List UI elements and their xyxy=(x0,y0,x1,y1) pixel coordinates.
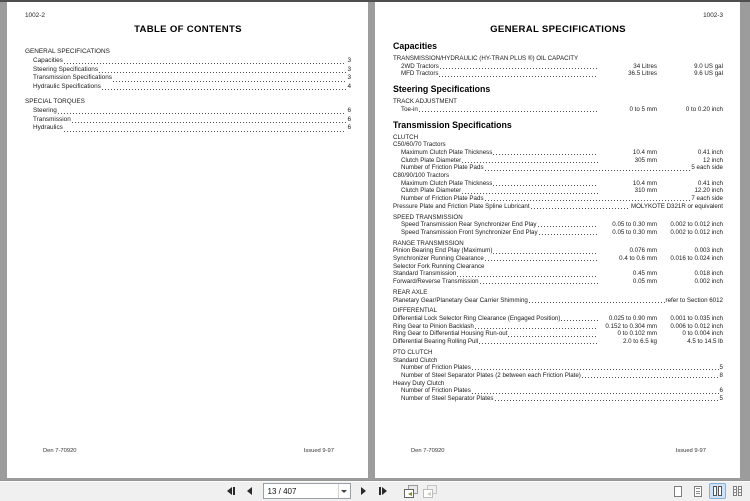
metric-value: 310 mm xyxy=(634,187,657,195)
page-footer xyxy=(411,448,706,454)
dot-leader xyxy=(485,260,598,261)
section-heading: Capacities xyxy=(393,41,438,51)
spec-value: 5 each side xyxy=(691,164,723,172)
dot-leader xyxy=(64,131,347,132)
line-label: Heavy Duty Clutch xyxy=(393,379,445,387)
spec-label: Steering Specifications xyxy=(33,65,99,73)
dot-leader xyxy=(479,343,598,344)
spec-value: 4 xyxy=(347,83,351,91)
spec-label: Capacities xyxy=(33,56,63,64)
line-label: PTO CLUTCH xyxy=(393,348,433,356)
metric-value: 10.4 mm xyxy=(632,179,657,187)
spec-value: 0.018 inch xyxy=(694,270,723,278)
text-line xyxy=(393,380,723,388)
spec-value: 0.002 to 0.012 inch xyxy=(670,228,723,236)
dot-leader xyxy=(495,400,719,401)
spec-line xyxy=(393,395,723,403)
previous-page-icon xyxy=(247,487,252,495)
line-label: Standard Clutch xyxy=(393,356,438,364)
spec-line xyxy=(393,149,723,157)
text-line xyxy=(393,289,723,297)
facing-pages-layout-button[interactable] xyxy=(709,483,726,499)
spec-value: 3 xyxy=(347,56,351,64)
single-page-icon xyxy=(674,486,682,497)
line-label: C50/60/70 Tractors xyxy=(393,141,446,149)
footer-form-number: Den 7-70920 xyxy=(411,448,445,454)
spec-line xyxy=(25,74,351,83)
metric-value: 0 to 0.102 mm xyxy=(617,330,657,338)
page-header-number: 1002-3 xyxy=(703,12,723,19)
line-label: GENERAL SPECIFICATIONS xyxy=(25,48,110,55)
spec-label: Number of Steel Separator Plates xyxy=(401,395,494,403)
text-line xyxy=(393,307,723,315)
first-page-icon xyxy=(227,487,232,495)
spec-line xyxy=(25,57,351,66)
spec-line xyxy=(393,364,723,372)
metric-value: 0.05 to 0.30 mm xyxy=(612,221,657,229)
metric-value: 0.45 mm xyxy=(632,270,657,278)
spec-line xyxy=(25,124,351,133)
toc-content xyxy=(25,48,351,133)
dot-leader xyxy=(493,185,598,186)
metric-value: 0 to 5 mm xyxy=(629,105,657,113)
dot-leader xyxy=(472,393,719,394)
last-page-icon xyxy=(382,487,387,495)
spec-line xyxy=(393,338,723,346)
spec-value: 6 xyxy=(347,124,351,132)
spec-line xyxy=(25,116,351,125)
spec-label: Hydraulic Specifications xyxy=(33,83,101,91)
spec-value: 5 xyxy=(719,395,723,403)
spec-line xyxy=(393,180,723,188)
dot-leader xyxy=(539,234,598,235)
spec-label: Maximum Clutch Plate Thickness xyxy=(401,179,493,187)
first-page-button[interactable] xyxy=(223,484,239,499)
dot-leader xyxy=(113,81,346,82)
dot-leader xyxy=(58,113,347,114)
page-header-number: 1002-2 xyxy=(25,12,45,19)
next-page-button[interactable] xyxy=(356,484,372,499)
spec-label: MFD Tractors xyxy=(401,70,439,78)
single-page-layout-button[interactable] xyxy=(669,483,686,499)
next-view-icon xyxy=(423,485,437,498)
spec-line xyxy=(393,330,723,338)
section-heading: Steering Specifications xyxy=(393,84,491,95)
spec-label: Transmission xyxy=(33,115,71,123)
last-page-button[interactable] xyxy=(375,484,391,499)
facing-continuous-layout-button[interactable] xyxy=(729,483,746,499)
line-label: CLUTCH xyxy=(393,133,419,141)
spec-label: Number of Friction Plate Pads xyxy=(401,195,484,203)
previous-view-button[interactable] xyxy=(403,484,419,499)
spec-label: Hydraulics xyxy=(33,124,63,132)
dot-leader xyxy=(440,68,598,69)
facing-pages-icon xyxy=(713,486,717,496)
page-right xyxy=(375,2,740,478)
spec-label: Planetary Gear/Planetary Gear Carrier Shimming xyxy=(393,296,528,304)
line-label: SPECIAL TORQUES xyxy=(25,97,85,105)
next-view-button[interactable] xyxy=(422,484,438,499)
spec-label: Pressure Plate and Friction Plate Spline Lubricant xyxy=(393,202,530,210)
text-line xyxy=(393,134,723,142)
spec-line xyxy=(393,255,723,263)
spec-value: 9.0 US gal xyxy=(694,62,723,70)
spec-value: 9.6 US gal xyxy=(694,70,723,78)
page-number-value: 13 / 407 xyxy=(267,486,297,496)
spec-line xyxy=(393,221,723,229)
line-label: SPEED TRANSMISSION xyxy=(393,213,463,221)
spec-label: Transmission Specifications xyxy=(33,74,112,82)
metric-value: 10.4 mm xyxy=(632,148,657,156)
footer-issue-date: Issued 9-97 xyxy=(675,448,706,454)
spec-value: 0 to 0.20 inch xyxy=(685,105,723,113)
page-footer xyxy=(43,448,334,454)
spec-value: 0.41 inch xyxy=(697,148,723,156)
dot-leader xyxy=(480,283,598,284)
spec-label: Forward/Reverse Transmission xyxy=(393,278,479,286)
next-page-icon xyxy=(361,487,366,495)
spec-label: Differential Bearing Rolling Pull xyxy=(393,338,479,346)
spec-line xyxy=(393,323,723,331)
continuous-icon xyxy=(694,486,702,497)
text-line xyxy=(25,98,351,107)
metric-value: 36.5 Litres xyxy=(628,70,657,78)
spec-line xyxy=(393,387,723,395)
facing-pages-icon-right xyxy=(718,486,722,496)
spec-line xyxy=(393,157,723,165)
metric-value: 2.0 to 6.5 kg xyxy=(622,338,657,346)
dot-leader xyxy=(531,208,630,209)
spec-value: 0.41 inch xyxy=(697,179,723,187)
text-line xyxy=(393,55,723,63)
line-label: RANGE TRANSMISSION xyxy=(393,239,464,247)
spec-value: 12 inch xyxy=(703,156,723,164)
spec-label: Maximum Clutch Plate Thickness xyxy=(401,148,493,156)
bottom-toolbar xyxy=(0,480,750,501)
metric-value: 0.05 mm xyxy=(632,278,657,286)
line-label: TRACK ADJUSTMENT xyxy=(393,98,457,106)
dot-leader xyxy=(472,369,719,370)
line-label: Selector Fork Running Clearance xyxy=(393,262,485,270)
dot-leader xyxy=(462,193,598,194)
spec-label: Number of Steel Separator Plates (2 between each Friction Plate) xyxy=(401,371,581,379)
spec-label: Speed Transmission Front Synchronizer End Play xyxy=(401,228,538,236)
section-heading: Transmission Specifications xyxy=(393,119,512,130)
spec-label: Clutch Plate Diameter xyxy=(401,187,462,195)
line-label: TRANSMISSION/HYDRAULIC (HY-TRAN PLUS ®) OIL CAPACITY xyxy=(393,55,579,62)
dot-leader xyxy=(439,76,598,77)
spec-value: 6 xyxy=(347,115,351,123)
line-label: C80/90/100 Tractors xyxy=(393,172,450,180)
page-number-input[interactable] xyxy=(263,483,351,499)
continuous-layout-button[interactable] xyxy=(689,483,706,499)
spec-label: Speed Transmission Rear Synchronizer End Play xyxy=(401,221,537,229)
spec-line xyxy=(393,106,723,114)
spec-label: Number of Friction Plates xyxy=(401,387,471,395)
text-line xyxy=(393,357,723,365)
spec-line xyxy=(393,372,723,380)
spec-line xyxy=(393,297,723,305)
metric-value: 0.152 to 0.304 mm xyxy=(605,322,657,330)
line-label: DIFFERENTIAL xyxy=(393,307,438,315)
spec-label: Synchronizer Running Clearance xyxy=(393,255,484,263)
line-label: REAR AXLE xyxy=(393,288,428,296)
spec-label: Differential Lock Selector Ring Clearance (Engaged Position) xyxy=(393,314,561,322)
spec-line xyxy=(393,229,723,237)
spec-value: 6 xyxy=(347,106,351,114)
page-dropdown[interactable] xyxy=(338,484,350,498)
document-canvas[interactable] xyxy=(0,2,750,480)
spec-value: 0.016 to 0.024 inch xyxy=(670,255,723,263)
spec-value: 12.20 inch xyxy=(694,187,723,195)
dot-leader xyxy=(485,200,691,201)
dot-leader xyxy=(493,154,598,155)
specifications-content xyxy=(393,41,723,403)
metric-value: 0.05 to 0.30 mm xyxy=(612,228,657,236)
spec-line xyxy=(393,187,723,195)
spec-label: Pinion Bearing End Play (Maximum) xyxy=(393,247,493,255)
spec-label: 2WD Tractors xyxy=(401,62,439,70)
dot-leader xyxy=(102,89,347,90)
dot-leader xyxy=(457,276,598,277)
spec-label: Steering xyxy=(33,106,57,114)
dot-leader xyxy=(64,63,347,64)
spec-line xyxy=(393,247,723,255)
spec-line xyxy=(393,164,723,172)
text-line xyxy=(393,214,723,222)
metric-value: 0.076 mm xyxy=(629,247,657,255)
page-title: GENERAL SPECIFICATIONS xyxy=(490,24,626,35)
page-layout-controls xyxy=(669,483,746,499)
metric-value: 34 Litres xyxy=(633,62,657,70)
spec-value: 0 to 0.004 inch xyxy=(682,330,723,338)
spec-label: Number of Friction Plates xyxy=(401,364,471,372)
page-left xyxy=(7,2,368,478)
spec-value: 0.003 inch xyxy=(694,247,723,255)
dot-leader xyxy=(475,328,598,329)
spec-value: 6 xyxy=(719,387,723,395)
metric-value: 305 mm xyxy=(634,156,657,164)
spec-value: 0.006 to 0.012 inch xyxy=(670,322,723,330)
spec-value: MOLYKOTE D321R or equivalent xyxy=(630,202,723,210)
footer-issue-date: Issued 9-97 xyxy=(303,448,334,454)
dot-leader xyxy=(99,72,346,73)
spec-value: 5 xyxy=(719,364,723,372)
spec-line xyxy=(393,63,723,71)
footer-form-number: Den 7-70920 xyxy=(43,448,77,454)
spec-line xyxy=(25,83,351,92)
spec-label: Number of Friction Plate Pads xyxy=(401,164,484,172)
spec-label: Ring Gear to Pinion Backlash xyxy=(393,322,474,330)
spec-label: Toe-in xyxy=(401,105,418,113)
spec-line xyxy=(393,195,723,203)
text-line xyxy=(25,48,351,57)
spec-value: refer to Section 6012 xyxy=(665,296,723,304)
dot-leader xyxy=(72,122,347,123)
metric-value: 0.025 to 0.90 mm xyxy=(608,314,657,322)
text-line xyxy=(393,98,723,106)
metric-value: 0.4 to 0.6 mm xyxy=(619,255,657,263)
text-line xyxy=(393,240,723,248)
text-line xyxy=(393,172,723,180)
dot-leader xyxy=(419,111,598,112)
last-page-icon-bar xyxy=(379,487,381,495)
spec-line xyxy=(393,315,723,323)
spec-value: 7 each side xyxy=(691,195,723,203)
spec-line xyxy=(393,203,723,211)
dot-leader xyxy=(582,377,719,378)
spec-value: 0.001 to 0.035 inch xyxy=(670,314,723,322)
spec-value: 4.5 to 14.5 lb xyxy=(687,338,723,346)
dot-leader xyxy=(485,170,691,171)
dot-leader xyxy=(508,336,598,337)
dot-leader xyxy=(529,302,665,303)
spec-line xyxy=(393,278,723,286)
text-line xyxy=(393,141,723,149)
facing-continuous-icon-right xyxy=(738,486,742,496)
dot-leader xyxy=(462,162,598,163)
spec-label: Clutch Plate Diameter xyxy=(401,156,462,164)
spec-value: 0.002 inch xyxy=(694,278,723,286)
previous-page-button[interactable] xyxy=(242,484,258,499)
dot-leader xyxy=(538,226,598,227)
text-line xyxy=(393,349,723,357)
dot-leader xyxy=(493,253,598,254)
spec-line xyxy=(393,70,723,78)
spec-line xyxy=(393,270,723,278)
dot-leader xyxy=(561,320,598,321)
spec-value: 8 xyxy=(719,371,723,379)
page-navigation xyxy=(223,483,438,499)
previous-view-icon xyxy=(404,485,418,498)
spec-label: Ring Gear to Differential Housing Run-out xyxy=(393,330,508,338)
spec-line xyxy=(25,66,351,75)
facing-continuous-icon xyxy=(733,486,737,496)
spec-value: 3 xyxy=(347,74,351,82)
text-line xyxy=(393,263,723,271)
chevron-down-icon xyxy=(341,490,347,496)
page-title: TABLE OF CONTENTS xyxy=(134,24,242,35)
spec-value: 3 xyxy=(347,65,351,73)
first-page-icon-bar xyxy=(233,487,235,495)
spec-label: Standard Transmission xyxy=(393,270,457,278)
spec-line xyxy=(25,107,351,116)
spec-value: 0.002 to 0.012 inch xyxy=(670,221,723,229)
